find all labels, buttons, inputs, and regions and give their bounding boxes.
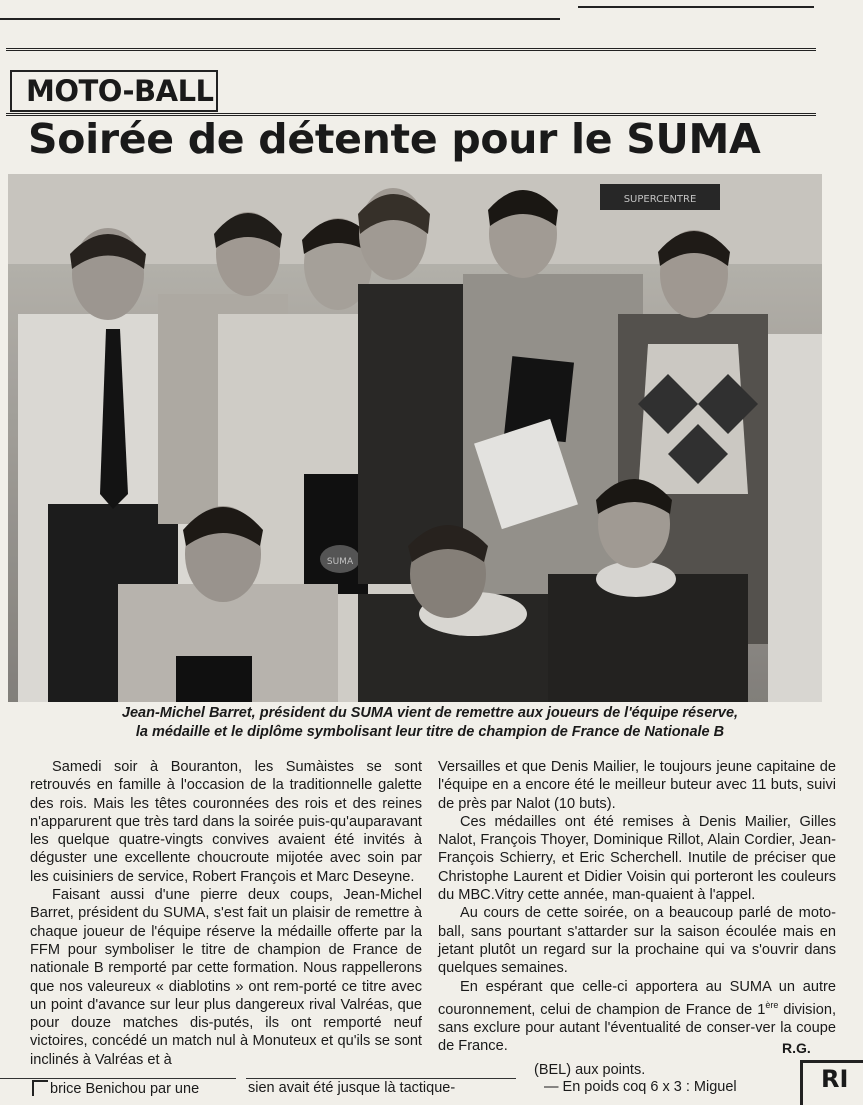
caption-line-1: Jean-Michel Barret, président du SUMA vient de remettre aux joueurs de l'équipe réserve, — [121, 705, 739, 721]
caption-line-2: la médaille et le diplôme symbolisant leur titre de champion de France de Nationale B — [135, 724, 725, 740]
medal-text: SUMA — [326, 557, 354, 567]
corner-text: RI — [821, 1065, 849, 1093]
photo-caption — [20, 704, 840, 742]
top-rule-right — [578, 6, 814, 8]
next-article-fragment-1 — [32, 1080, 199, 1098]
section-tag — [10, 70, 218, 112]
next-article-fragment-2: sien avait été jusque là tactique- — [248, 1080, 456, 1096]
ordinal-suffix: ère — [765, 999, 779, 1010]
fragment-line: — En poids coq 6 x 3 : Miguel — [544, 1079, 737, 1095]
final-text-end: division, sans exclure pour autant l'éventualité de conser-ver la coupe de France. — [438, 1001, 837, 1055]
article-paragraph: Ces médailles ont été remises à Denis Mailier, Gilles Nalot, François Thoyer, Dominique Rillot, Alain Cordier, Jean-François Schierry, et Eric Scherchell. Inutile de préciser que Christophe Laurent et Didier Voisin qui porteront les couleurs du MBC.Vitry cette année, man-quaient à l'appel. — [438, 813, 836, 904]
photo-banner-text: SUPERCENTRE — [623, 194, 697, 205]
article-paragraph: Faisant aussi d'une pierre deux coups, Jean-Michel Barret, président du SUMA, s'est fait un plaisir de remettre à chaque joueur de l'équipe réserve la médaille offerte par la FFM pour symboliser le titre de champion de France de nationale B remporté par cette formation. Nous rappellerons que nos valeureux « diablotins » ont rem-porté ce titre avec un point d'avance sur leur plus dangereux rival Valréas, que pour douze matches dis-putés, ils ont remporté neuf victoires, concédé un match nul à Monuteux et qu'ils se sont inclinés à Valréas et à — [30, 887, 422, 1068]
next-article-corner — [800, 1060, 863, 1105]
article-column-left — [30, 758, 422, 1069]
bracket-mark — [32, 1080, 48, 1096]
next-article-fragment-3 — [534, 1062, 737, 1096]
headline: Soirée de détente pour le SUMA — [28, 115, 761, 163]
article-paragraph-final — [438, 978, 836, 1056]
fragment-text: brice Benichou par une — [50, 1081, 200, 1097]
photo-icon — [8, 174, 822, 702]
article-column-right — [438, 758, 836, 1056]
team-photo — [8, 174, 822, 702]
article-paragraph: Versailles et que Denis Mailier, le toujours jeune capitaine de l'équipe en a encore été le meilleur buteur avec 11 buts, suivi de près par Nalot (10 buts). — [438, 759, 836, 812]
bottom-rule-mid — [246, 1078, 516, 1079]
author-signature: R.G. — [782, 1040, 811, 1056]
final-text-start: En espérant que celle-ci apportera au SUMA un autre couronnement, celui de champion de France de 1 — [438, 978, 836, 1018]
section-label: MOTO-BALL — [26, 74, 214, 108]
fragment-line: (BEL) aux points. — [534, 1062, 646, 1078]
bottom-rule-left — [0, 1078, 236, 1079]
top-rule-left — [0, 18, 560, 20]
article-paragraph: Samedi soir à Bouranton, les Sumàistes se sont retrouvés en famille à l'occasion de la traditionnelle galette des rois. Mais les têtes couronnées des rois et des reines n'apparurent que très tard dans la soirée puis-qu'auparavant les quelque quatre-vingts convives avaient été invités à déguster une excellente choucroute mijotée avec soin par les cuisiniers de service, Robert François et Marc Deseyne. — [30, 759, 422, 885]
article-paragraph: Au cours de cette soirée, on a beaucoup parlé de moto-ball, sans pourtant s'attarder sur la saison écoulée mais en jetant plutôt un regard sur la prochaine qui va s'ouvrir dans quelques semaines. — [438, 905, 836, 977]
